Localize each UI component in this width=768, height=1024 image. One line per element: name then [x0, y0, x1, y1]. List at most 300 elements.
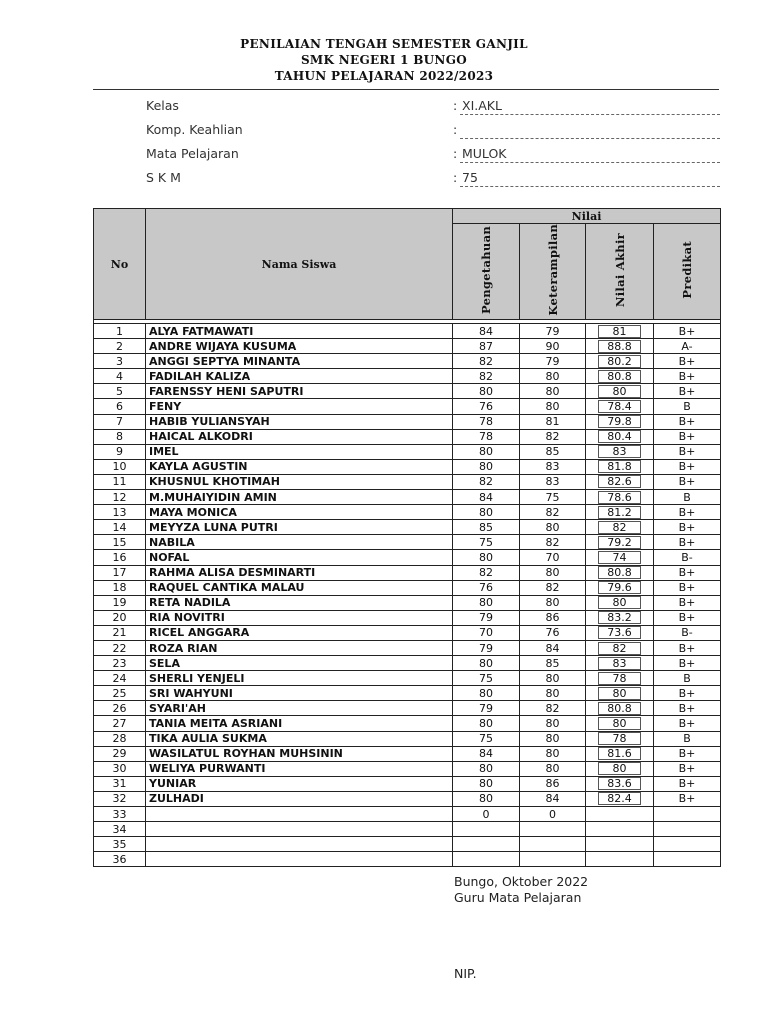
cell-nilai-akhir [586, 640, 654, 655]
cell-nilai-akhir [586, 520, 654, 535]
cell-name: RAHMA ALISA DESMINARTI [146, 565, 453, 580]
cell-keterampilan: 81 [520, 414, 586, 429]
table-row [94, 414, 721, 429]
table-row [94, 474, 721, 489]
cell-nilai-akhir [586, 822, 654, 837]
cell-keterampilan: 80 [520, 746, 586, 761]
cell-no: 33 [94, 807, 146, 822]
cell-keterampilan: 82 [520, 701, 586, 716]
cell-nilai-akhir [586, 701, 654, 716]
cell-predikat: B+ [654, 656, 721, 671]
footer-role: Guru Mata Pelajaran [454, 890, 582, 905]
cell-nilai-akhir [586, 339, 654, 354]
cell-keterampilan: 80 [520, 384, 586, 399]
cell-name: RETA NADILA [146, 595, 453, 610]
cell-pengetahuan: 80 [453, 595, 520, 610]
header-nama-siswa: Nama Siswa [146, 209, 453, 320]
cell-no: 8 [94, 429, 146, 444]
meta-value: MULOK [462, 146, 507, 161]
cell-name: ZULHADI [146, 791, 453, 806]
cell-no: 11 [94, 474, 146, 489]
nilai-akhir-value: 81.2 [598, 506, 642, 519]
cell-nilai-akhir [586, 459, 654, 474]
cell-predikat: B+ [654, 701, 721, 716]
cell-no: 29 [94, 746, 146, 761]
footer-nip: NIP. [454, 966, 477, 981]
cell-pengetahuan [453, 852, 520, 867]
table-row [94, 716, 721, 731]
table-row [94, 761, 721, 776]
cell-pengetahuan: 79 [453, 701, 520, 716]
meta-colon: : [453, 170, 458, 185]
header-nilai: Nilai [453, 209, 721, 224]
cell-keterampilan: 82 [520, 580, 586, 595]
cell-no: 22 [94, 640, 146, 655]
header-predikat [654, 224, 721, 320]
nilai-akhir-value: 79.8 [598, 415, 642, 428]
cell-no: 23 [94, 656, 146, 671]
cell-name: SYARI'AH [146, 701, 453, 716]
nilai-akhir-value: 80 [598, 762, 642, 775]
table-row [94, 399, 721, 414]
meta-info [146, 96, 720, 192]
meta-dotted-line [460, 138, 720, 139]
cell-predikat: B+ [654, 761, 721, 776]
cell-no: 30 [94, 761, 146, 776]
cell-predikat: B+ [654, 580, 721, 595]
cell-keterampilan [520, 852, 586, 867]
cell-keterampilan: 83 [520, 459, 586, 474]
cell-nilai-akhir [586, 731, 654, 746]
cell-keterampilan: 86 [520, 610, 586, 625]
cell-predikat [654, 852, 721, 867]
table-row [94, 625, 721, 640]
cell-keterampilan: 85 [520, 444, 586, 459]
nilai-akhir-value: 83.6 [598, 777, 642, 790]
cell-no: 1 [94, 324, 146, 339]
cell-predikat: B+ [654, 791, 721, 806]
nilai-akhir-value: 83.2 [598, 611, 642, 624]
cell-pengetahuan: 85 [453, 520, 520, 535]
meta-colon: : [453, 122, 458, 137]
nilai-akhir-value: 80 [598, 717, 642, 730]
cell-pengetahuan: 80 [453, 384, 520, 399]
cell-nilai-akhir [586, 399, 654, 414]
cell-predikat: B+ [654, 324, 721, 339]
cell-no: 15 [94, 535, 146, 550]
meta-label: S K M [146, 170, 181, 185]
cell-nilai-akhir [586, 384, 654, 399]
table-row [94, 339, 721, 354]
cell-nilai-akhir [586, 656, 654, 671]
cell-predikat [654, 837, 721, 852]
cell-pengetahuan: 80 [453, 761, 520, 776]
nilai-akhir-value: 79.2 [598, 536, 642, 549]
cell-name [146, 852, 453, 867]
table-row [94, 701, 721, 716]
nilai-akhir-value: 88.8 [598, 340, 642, 353]
cell-name [146, 807, 453, 822]
cell-name: FARENSSY HENI SAPUTRI [146, 384, 453, 399]
meta-colon: : [453, 146, 458, 161]
cell-pengetahuan: 80 [453, 550, 520, 565]
cell-no: 21 [94, 625, 146, 640]
cell-name: SRI WAHYUNI [146, 686, 453, 701]
cell-predikat: B+ [654, 520, 721, 535]
cell-keterampilan: 86 [520, 776, 586, 791]
table-row [94, 731, 721, 746]
cell-pengetahuan: 80 [453, 791, 520, 806]
meta-colon: : [453, 98, 458, 113]
cell-no: 28 [94, 731, 146, 746]
cell-pengetahuan: 78 [453, 429, 520, 444]
cell-pengetahuan: 79 [453, 640, 520, 655]
cell-keterampilan: 80 [520, 565, 586, 580]
cell-name: ANDRE WIJAYA KUSUMA [146, 339, 453, 354]
table-row [94, 595, 721, 610]
header-no: No [94, 209, 146, 320]
table-row [94, 852, 721, 867]
nilai-akhir-value: 80 [598, 596, 642, 609]
table-row [94, 776, 721, 791]
cell-keterampilan: 75 [520, 490, 586, 505]
cell-no: 17 [94, 565, 146, 580]
cell-predikat: B [654, 490, 721, 505]
cell-name: SHERLI YENJELI [146, 671, 453, 686]
cell-name: ALYA FATMAWATI [146, 324, 453, 339]
nilai-akhir-value: 82.4 [598, 792, 642, 805]
cell-pengetahuan: 80 [453, 716, 520, 731]
cell-predikat: B+ [654, 746, 721, 761]
cell-name: SELA [146, 656, 453, 671]
cell-nilai-akhir [586, 610, 654, 625]
table-row [94, 791, 721, 806]
meta-row-skm [146, 168, 720, 192]
cell-keterampilan: 79 [520, 324, 586, 339]
cell-nilai-akhir [586, 444, 654, 459]
cell-nilai-akhir [586, 490, 654, 505]
cell-pengetahuan: 82 [453, 354, 520, 369]
cell-predikat: B+ [654, 686, 721, 701]
cell-pengetahuan: 87 [453, 339, 520, 354]
cell-name: HABIB YULIANSYAH [146, 414, 453, 429]
nilai-akhir-value: 78.6 [598, 491, 642, 504]
meta-row-mata-pelajaran [146, 144, 720, 168]
header-pengetahuan-label: Pengetahuan [479, 226, 493, 314]
cell-nilai-akhir [586, 761, 654, 776]
cell-name: RAQUEL CANTIKA MALAU [146, 580, 453, 595]
cell-nilai-akhir [586, 505, 654, 520]
cell-name: KHUSNUL KHOTIMAH [146, 474, 453, 489]
cell-name: MEYYZA LUNA PUTRI [146, 520, 453, 535]
cell-pengetahuan: 82 [453, 565, 520, 580]
cell-predikat [654, 807, 721, 822]
cell-predikat: B+ [654, 414, 721, 429]
cell-keterampilan: 80 [520, 761, 586, 776]
header-keterampilan [520, 224, 586, 320]
cell-predikat: B+ [654, 474, 721, 489]
cell-nilai-akhir [586, 625, 654, 640]
nilai-akhir-value: 78 [598, 732, 642, 745]
cell-no: 32 [94, 791, 146, 806]
cell-keterampilan: 80 [520, 369, 586, 384]
cell-no: 24 [94, 671, 146, 686]
cell-pengetahuan: 82 [453, 369, 520, 384]
cell-no: 3 [94, 354, 146, 369]
cell-no: 13 [94, 505, 146, 520]
cell-nilai-akhir [586, 671, 654, 686]
cell-predikat: B+ [654, 444, 721, 459]
cell-name: NABILA [146, 535, 453, 550]
meta-dotted-line [460, 114, 720, 115]
cell-keterampilan: 79 [520, 354, 586, 369]
cell-nilai-akhir [586, 595, 654, 610]
cell-predikat: B [654, 731, 721, 746]
header-nilai-akhir-label: Nilai Akhir [612, 232, 627, 308]
header-nilai-akhir [586, 224, 654, 320]
cell-pengetahuan: 70 [453, 625, 520, 640]
cell-pengetahuan: 84 [453, 746, 520, 761]
cell-predikat: B+ [654, 354, 721, 369]
table-row [94, 822, 721, 837]
cell-pengetahuan: 79 [453, 610, 520, 625]
meta-value: XI.AKL [462, 98, 502, 113]
cell-keterampilan: 80 [520, 716, 586, 731]
cell-keterampilan: 80 [520, 731, 586, 746]
cell-pengetahuan: 84 [453, 490, 520, 505]
cell-nilai-akhir [586, 837, 654, 852]
cell-predikat [654, 822, 721, 837]
cell-predikat: B+ [654, 429, 721, 444]
cell-pengetahuan [453, 822, 520, 837]
table-row [94, 429, 721, 444]
cell-pengetahuan: 80 [453, 776, 520, 791]
cell-no: 12 [94, 490, 146, 505]
cell-keterampilan: 80 [520, 399, 586, 414]
cell-keterampilan: 80 [520, 686, 586, 701]
cell-keterampilan: 83 [520, 474, 586, 489]
cell-no: 6 [94, 399, 146, 414]
nilai-akhir-value: 73.6 [598, 626, 642, 639]
table-row [94, 369, 721, 384]
nilai-akhir-value: 83 [598, 445, 642, 458]
cell-pengetahuan: 82 [453, 474, 520, 489]
table-row [94, 550, 721, 565]
cell-keterampilan: 80 [520, 595, 586, 610]
nilai-akhir-value: 81.8 [598, 460, 642, 473]
nilai-akhir-value: 82 [598, 521, 642, 534]
cell-nilai-akhir [586, 807, 654, 822]
cell-pengetahuan: 80 [453, 505, 520, 520]
cell-nilai-akhir [586, 550, 654, 565]
table-row [94, 580, 721, 595]
cell-predikat: B+ [654, 640, 721, 655]
cell-name: MAYA MONICA [146, 505, 453, 520]
cell-nilai-akhir [586, 429, 654, 444]
cell-predikat: B+ [654, 384, 721, 399]
cell-pengetahuan: 75 [453, 731, 520, 746]
table-row [94, 610, 721, 625]
cell-pengetahuan [453, 837, 520, 852]
cell-pengetahuan: 0 [453, 807, 520, 822]
cell-name [146, 837, 453, 852]
cell-name: HAICAL ALKODRI [146, 429, 453, 444]
cell-pengetahuan: 80 [453, 656, 520, 671]
cell-no: 4 [94, 369, 146, 384]
cell-no: 18 [94, 580, 146, 595]
table-row [94, 565, 721, 580]
cell-no: 34 [94, 822, 146, 837]
table-row [94, 505, 721, 520]
cell-no: 25 [94, 686, 146, 701]
cell-keterampilan [520, 837, 586, 852]
cell-keterampilan: 84 [520, 791, 586, 806]
cell-predikat: B [654, 671, 721, 686]
table-row [94, 520, 721, 535]
cell-name [146, 822, 453, 837]
cell-nilai-akhir [586, 535, 654, 550]
header-keterampilan-label: Keterampilan [545, 224, 560, 316]
cell-pengetahuan: 75 [453, 535, 520, 550]
cell-predikat: B [654, 399, 721, 414]
cell-nilai-akhir [586, 565, 654, 580]
nilai-akhir-value: 78.4 [598, 400, 642, 413]
cell-nilai-akhir [586, 474, 654, 489]
cell-name: ROZA RIAN [146, 640, 453, 655]
nilai-akhir-value: 83 [598, 657, 642, 670]
grades-table [93, 208, 721, 867]
table-row [94, 384, 721, 399]
header-pengetahuan [453, 224, 520, 320]
nilai-akhir-value: 82.6 [598, 475, 642, 488]
nilai-akhir-value: 80.8 [598, 566, 642, 579]
meta-dotted-line [460, 162, 720, 163]
header-year: TAHUN PELAJARAN 2022/2023 [274, 69, 494, 83]
meta-label: Kelas [146, 98, 179, 113]
cell-pengetahuan: 76 [453, 580, 520, 595]
cell-nilai-akhir [586, 686, 654, 701]
cell-predikat: B- [654, 625, 721, 640]
header-school: SMK NEGERI 1 BUNGO [300, 53, 468, 67]
table-row [94, 746, 721, 761]
cell-nilai-akhir [586, 354, 654, 369]
cell-name: KAYLA AGUSTIN [146, 459, 453, 474]
cell-no: 31 [94, 776, 146, 791]
cell-name: FADILAH KALIZA [146, 369, 453, 384]
header-title: PENILAIAN TENGAH SEMESTER GANJIL [240, 37, 528, 51]
table-row [94, 671, 721, 686]
cell-nilai-akhir [586, 852, 654, 867]
cell-no: 35 [94, 837, 146, 852]
cell-nilai-akhir [586, 324, 654, 339]
table-row [94, 444, 721, 459]
cell-name: M.MUHAIYIDIN AMIN [146, 490, 453, 505]
table-row [94, 640, 721, 655]
cell-keterampilan: 80 [520, 520, 586, 535]
cell-no: 5 [94, 384, 146, 399]
cell-predikat: B+ [654, 459, 721, 474]
cell-predikat: B+ [654, 595, 721, 610]
cell-keterampilan: 82 [520, 535, 586, 550]
cell-no: 7 [94, 414, 146, 429]
cell-name: YUNIAR [146, 776, 453, 791]
cell-no: 26 [94, 701, 146, 716]
cell-name: TIKA AULIA SUKMA [146, 731, 453, 746]
cell-predikat: B+ [654, 716, 721, 731]
cell-pengetahuan: 76 [453, 399, 520, 414]
document-header [0, 36, 768, 84]
cell-name: TANIA MEITA ASRIANI [146, 716, 453, 731]
cell-pengetahuan: 75 [453, 671, 520, 686]
cell-pengetahuan: 78 [453, 414, 520, 429]
table-row [94, 324, 721, 339]
cell-keterampilan [520, 822, 586, 837]
cell-predikat: B+ [654, 610, 721, 625]
meta-label: Mata Pelajaran [146, 146, 239, 161]
cell-name: RIA NOVITRI [146, 610, 453, 625]
meta-dotted-line [460, 186, 720, 187]
cell-nilai-akhir [586, 776, 654, 791]
meta-value: 75 [462, 170, 478, 185]
cell-keterampilan: 70 [520, 550, 586, 565]
cell-keterampilan: 82 [520, 429, 586, 444]
cell-no: 2 [94, 339, 146, 354]
nilai-akhir-value: 80.4 [598, 430, 642, 443]
cell-nilai-akhir [586, 369, 654, 384]
cell-pengetahuan: 80 [453, 459, 520, 474]
meta-row-kelas [146, 96, 720, 120]
cell-nilai-akhir [586, 791, 654, 806]
table-row [94, 535, 721, 550]
cell-name: FENY [146, 399, 453, 414]
cell-nilai-akhir [586, 716, 654, 731]
cell-nilai-akhir [586, 746, 654, 761]
cell-name: WASILATUL ROYHAN MUHSININ [146, 746, 453, 761]
table-row [94, 459, 721, 474]
cell-predikat: B+ [654, 535, 721, 550]
table-row [94, 354, 721, 369]
cell-no: 10 [94, 459, 146, 474]
cell-predikat: B+ [654, 565, 721, 580]
footer-place-date: Bungo, Oktober 2022 [454, 874, 589, 889]
nilai-akhir-value: 80 [598, 687, 642, 700]
table-row [94, 656, 721, 671]
cell-name: NOFAL [146, 550, 453, 565]
cell-predikat: B+ [654, 369, 721, 384]
cell-name: RICEL ANGGARA [146, 625, 453, 640]
nilai-akhir-value: 79.6 [598, 581, 642, 594]
cell-name: IMEL [146, 444, 453, 459]
cell-no: 9 [94, 444, 146, 459]
cell-keterampilan: 82 [520, 505, 586, 520]
cell-name: WELIYA PURWANTI [146, 761, 453, 776]
cell-no: 19 [94, 595, 146, 610]
cell-keterampilan: 80 [520, 671, 586, 686]
table-row [94, 490, 721, 505]
cell-predikat: B- [654, 550, 721, 565]
meta-label: Komp. Keahlian [146, 122, 243, 137]
nilai-akhir-value: 81.6 [598, 747, 642, 760]
cell-nilai-akhir [586, 414, 654, 429]
cell-predikat: B+ [654, 505, 721, 520]
cell-no: 27 [94, 716, 146, 731]
header-divider [93, 89, 719, 90]
table-row [94, 837, 721, 852]
cell-pengetahuan: 80 [453, 444, 520, 459]
nilai-akhir-value: 80.2 [598, 355, 642, 368]
cell-nilai-akhir [586, 580, 654, 595]
nilai-akhir-value: 82 [598, 642, 642, 655]
